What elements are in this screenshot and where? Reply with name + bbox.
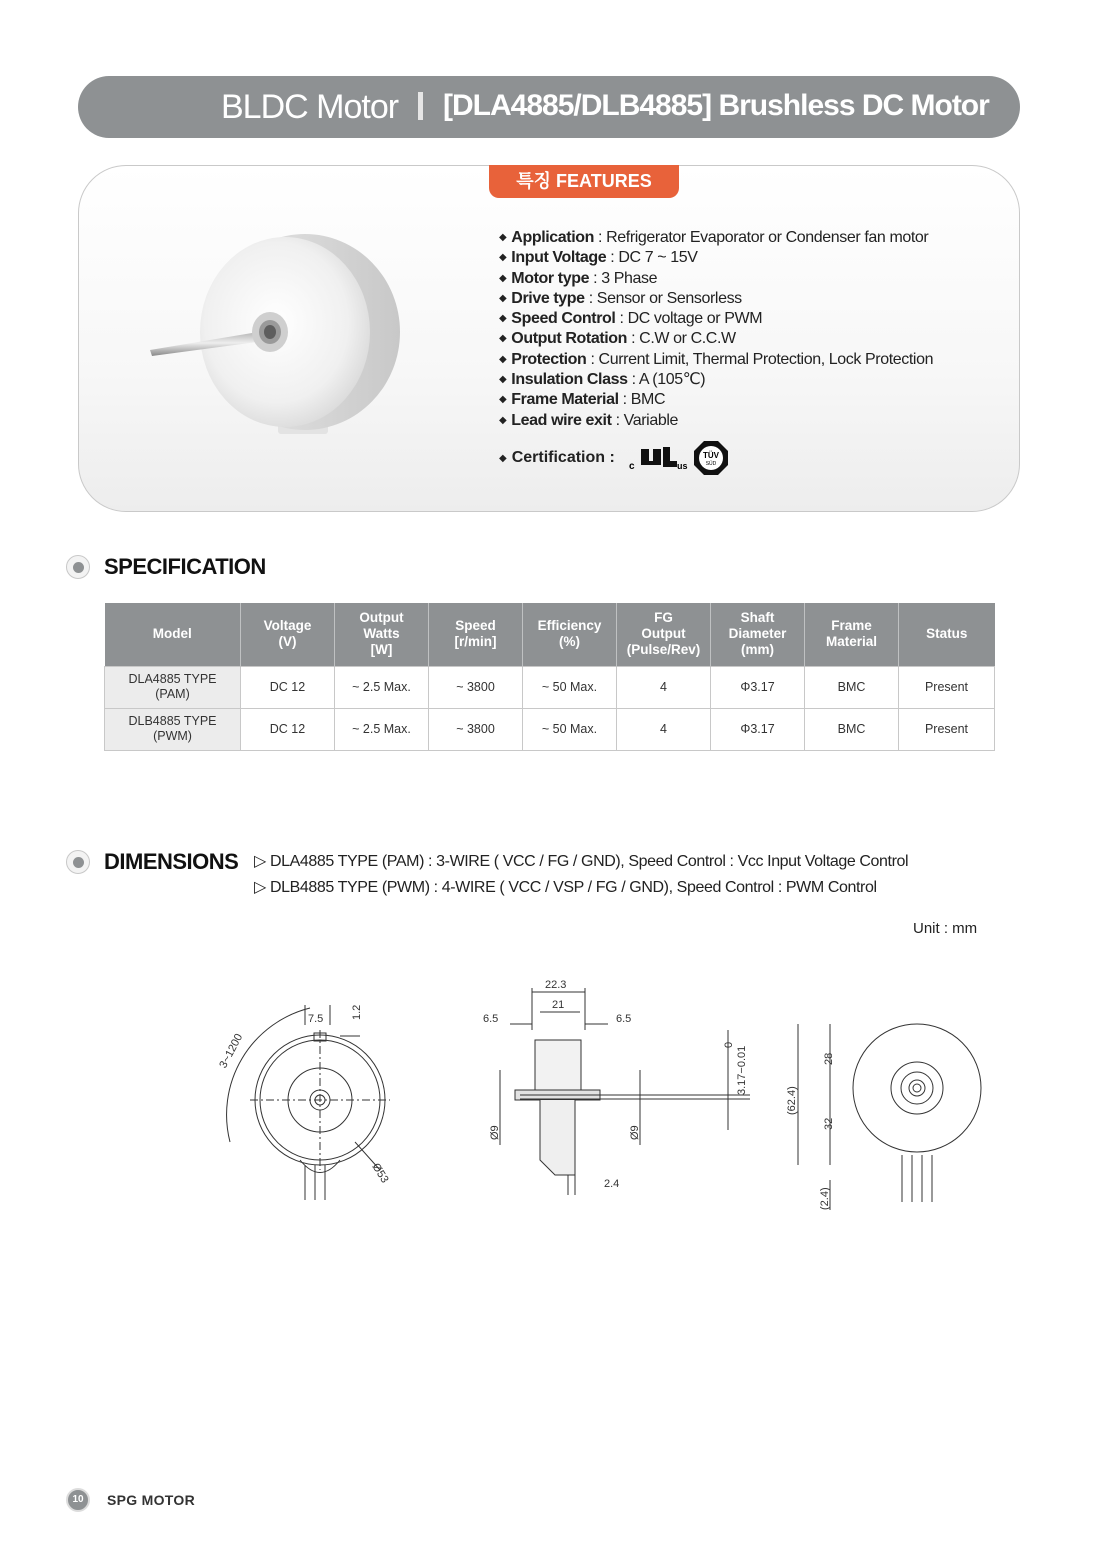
ul-us-text: us — [676, 461, 688, 471]
feature-key: Application — [511, 229, 595, 246]
feature-value: : C.W or C.C.W — [627, 330, 736, 348]
dim-label: 3.17−0.01 — [736, 1045, 748, 1095]
section-bullet-icon — [66, 850, 90, 874]
page-number: 10 — [66, 1488, 90, 1512]
feature-item — [499, 411, 999, 431]
diamond-bullet-icon: ◆ — [499, 374, 507, 386]
feature-value: : Refrigerator Evaporator or Condenser fan motor — [594, 229, 929, 246]
side-section-view — [483, 979, 750, 1195]
dimension-note: ▷ DLA4885 TYPE (PAM) : 3-WIRE ( VCC / FG / GND), Speed Control : Vcc Input Voltage Control — [254, 853, 909, 870]
specification-title: SPECIFICATION — [104, 554, 266, 579]
dim-label: (2.4) — [819, 1187, 831, 1210]
motor-photo — [140, 222, 410, 452]
dim-label: Ø53 — [369, 1161, 391, 1186]
certification-row — [499, 441, 729, 475]
table-header-row — [105, 603, 995, 666]
feature-value: : BMC — [618, 391, 666, 409]
cell-speed: ~ 3800 — [429, 666, 523, 708]
feature-key: Drive type — [511, 289, 585, 307]
feature-item — [499, 289, 999, 309]
diamond-bullet-icon: ◆ — [499, 333, 507, 345]
feature-value: : DC voltage or PWM — [615, 310, 763, 328]
dim-label: 6.5 — [483, 1013, 499, 1025]
certification-label: Certification : — [511, 449, 615, 466]
tuv-certification-logo — [693, 440, 729, 476]
feature-item — [499, 390, 999, 410]
diamond-bullet-icon: ◆ — [499, 394, 507, 406]
header-efficiency: Efficiency (%) — [523, 603, 617, 666]
diamond-bullet-icon: ◆ — [499, 313, 507, 325]
section-bullet-icon — [66, 555, 90, 579]
table-row — [105, 666, 995, 708]
title-bar — [78, 76, 1020, 138]
cell-efficiency: ~ 50 Max. — [523, 708, 617, 750]
diamond-bullet-icon: ◆ — [499, 232, 507, 243]
feature-item — [499, 309, 999, 329]
dim-label: Ø9 — [629, 1125, 641, 1140]
dim-label: 6.5 — [616, 1013, 632, 1025]
brand-name: SPG MOTOR — [107, 1492, 196, 1508]
feature-key: Input Voltage — [511, 249, 607, 267]
header-status: Status — [899, 603, 995, 666]
specification-table — [104, 603, 995, 751]
cell-shaft: Φ3.17 — [711, 708, 805, 750]
feature-key: Speed Control — [511, 310, 616, 328]
page-footer — [66, 1488, 195, 1512]
feature-key: Lead wire exit — [511, 411, 612, 429]
unit-label: Unit : mm — [913, 920, 978, 937]
cell-output: ~ 2.5 Max. — [335, 666, 429, 708]
dimensions-heading — [66, 849, 238, 875]
dim-label: 28 — [823, 1052, 835, 1065]
header-frame-material: Frame Material — [805, 603, 899, 666]
cell-frame: BMC — [805, 708, 899, 750]
header-fg-output: FG Output (Pulse/Rev) — [617, 603, 711, 666]
dimension-note: ▷ DLB4885 TYPE (PWM) : 4-WIRE ( VCC / VSP / FG / GND), Speed Control : PWM Control — [254, 879, 877, 896]
ul-c-text: c — [628, 461, 635, 472]
cell-shaft: Φ3.17 — [711, 666, 805, 708]
feature-value: : A (105℃) — [627, 371, 706, 389]
front-view — [217, 1005, 390, 1200]
diamond-bullet-icon: ◆ — [499, 353, 507, 365]
diamond-bullet-icon: ◆ — [499, 452, 507, 464]
feature-key: Protection — [511, 350, 587, 368]
diamond-bullet-icon: ◆ — [499, 414, 507, 426]
feature-item — [499, 370, 999, 390]
header-speed: Speed [r/min] — [429, 603, 523, 666]
diamond-bullet-icon: ◆ — [499, 292, 507, 304]
header-voltage: Voltage (V) — [241, 603, 335, 666]
dimension-drawing — [190, 970, 990, 1220]
ul-certification-logo — [627, 441, 691, 475]
dim-label: 32 — [823, 1117, 835, 1130]
feature-key: Insulation Class — [511, 371, 628, 389]
feature-value: : 3 Phase — [589, 269, 658, 287]
table-row — [105, 708, 995, 750]
cell-voltage: DC 12 — [241, 666, 335, 708]
tuv-sub-text: SÜD — [705, 461, 717, 467]
dim-label: (62.4) — [786, 1086, 798, 1115]
cell-voltage: DC 12 — [241, 708, 335, 750]
feature-item — [499, 329, 999, 349]
dim-label: 21 — [552, 999, 565, 1011]
tuv-text: TÜV — [702, 451, 719, 460]
cell-fg: 4 — [617, 708, 711, 750]
cell-model: DLB4885 TYPE (PWM) — [105, 708, 241, 750]
dim-label: Ø9 — [489, 1125, 501, 1140]
feature-value: : Sensor or Sensorless — [584, 289, 742, 307]
title-separator — [418, 92, 423, 120]
dimensions-notes — [254, 849, 908, 901]
dimensions-title: DIMENSIONS — [104, 849, 239, 874]
header-model: Model — [105, 603, 241, 666]
product-title: [DLA4885/DLB4885] Brushless DC Motor — [443, 89, 989, 122]
cell-frame: BMC — [805, 666, 899, 708]
feature-value: : DC 7 ~ 15V — [606, 249, 698, 267]
cell-efficiency: ~ 50 Max. — [523, 666, 617, 708]
rear-view — [786, 1024, 981, 1210]
diamond-bullet-icon: ◆ — [499, 272, 507, 284]
dim-label: 2.4 — [604, 1178, 620, 1190]
feature-key: Output Rotation — [511, 330, 628, 348]
cell-status: Present — [899, 666, 995, 708]
header-shaft-diameter: Shaft Diameter (mm) — [711, 603, 805, 666]
specification-heading — [66, 554, 266, 580]
feature-key: Motor type — [511, 269, 590, 287]
dim-wire-length: 3~1200 — [217, 1031, 246, 1071]
features-tab: 특징 FEATURES — [489, 165, 679, 198]
feature-item — [499, 228, 999, 248]
cell-output: ~ 2.5 Max. — [335, 708, 429, 750]
diamond-bullet-icon: ◆ — [499, 252, 507, 264]
feature-item — [499, 248, 999, 268]
feature-key: Frame Material — [511, 391, 619, 409]
dim-label: 1.2 — [351, 1004, 363, 1020]
feature-list — [499, 228, 999, 431]
cell-model: DLA4885 TYPE (PAM) — [105, 666, 241, 708]
category-title: BLDC Motor — [221, 88, 399, 126]
header-output-watts: Output Watts [W] — [335, 603, 429, 666]
feature-value: : Current Limit, Thermal Protection, Lock Protection — [586, 350, 934, 368]
feature-item — [499, 269, 999, 289]
cell-status: Present — [899, 708, 995, 750]
cell-fg: 4 — [617, 666, 711, 708]
cell-speed: ~ 3800 — [429, 708, 523, 750]
dim-label: 0 — [723, 1041, 735, 1048]
dim-label: 7.5 — [308, 1013, 324, 1025]
feature-value: : Variable — [611, 411, 678, 429]
dim-label: 22.3 — [545, 979, 567, 991]
feature-item — [499, 350, 999, 370]
